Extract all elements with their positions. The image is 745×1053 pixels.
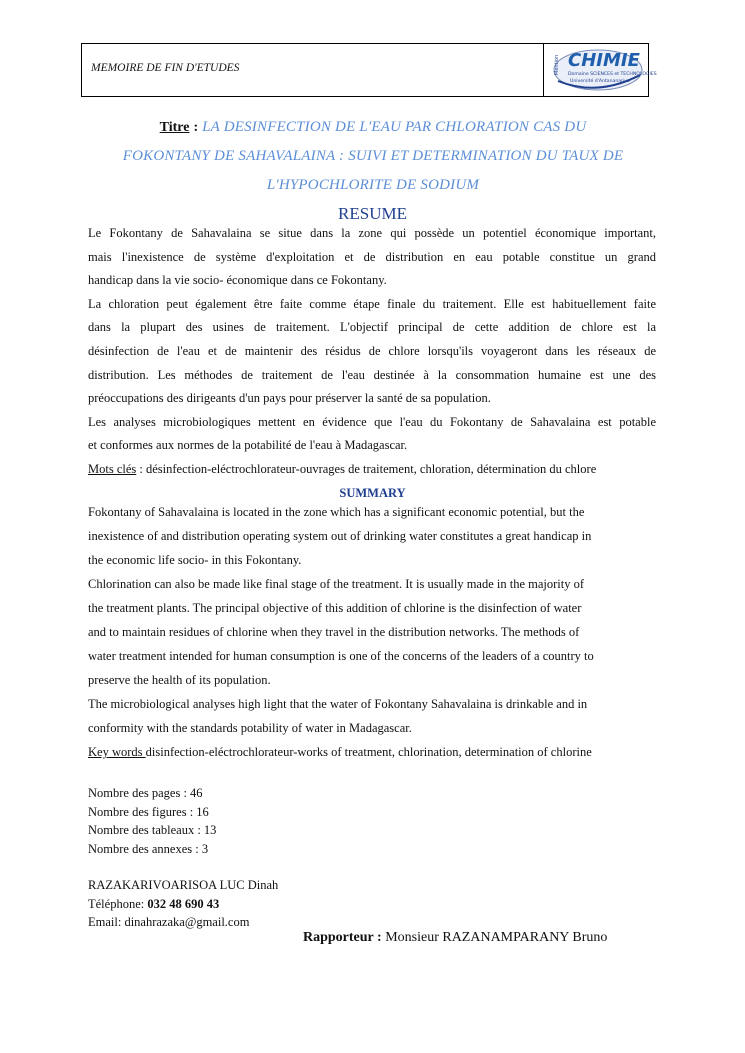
resume-line: distribution. Les méthodes de traitement de l'eau destinée à la consommation humaine est une des bbox=[88, 367, 656, 382]
summary-line: Chlorination can also be made like final stage of the treatment. It is usually made in the majority of bbox=[88, 577, 585, 591]
stat-tables: Nombre des tableaux : 13 bbox=[88, 823, 217, 837]
rapporteur bbox=[303, 930, 607, 946]
stat-pages: Nombre des pages : 46 bbox=[88, 786, 203, 800]
summary-line: conformity with the standards potability of water in Madagascar. bbox=[88, 721, 412, 735]
summary-paragraph bbox=[88, 500, 658, 764]
logo-main-text: CHIMIE bbox=[568, 50, 640, 71]
resume-line: La chloration peut également être faite comme étape finale du traitement. Elle est habituellement faite bbox=[88, 296, 656, 311]
summary-line: water treatment intended for human consumption is one of the concerns of the leaders of a country to bbox=[88, 649, 594, 663]
resume-keywords-label: Mots clés bbox=[88, 461, 137, 476]
title-colon: : bbox=[193, 120, 199, 135]
summary-heading: SUMMARY bbox=[339, 486, 406, 500]
title-text-2: FOKONTANY DE SAHAVALAINA : SUIVI ET DETERMINATION DU TAUX DE bbox=[122, 148, 624, 164]
summary-keywords-label: Key words bbox=[88, 745, 146, 759]
summary-keywords bbox=[88, 740, 658, 764]
document-stats bbox=[88, 784, 216, 858]
author-phone: 032 48 690 43 bbox=[147, 896, 220, 911]
logo-sub2-text: Université d'Antananarivo bbox=[570, 79, 630, 84]
resume-paragraph bbox=[88, 222, 656, 482]
summary-line: the treatment plants. The principal objective of this addition of chlorine is the disinfection of water bbox=[88, 601, 582, 615]
title-line-1 bbox=[88, 112, 658, 142]
resume-line: handicap dans la vie socio- économique dans ce Fokontany. bbox=[88, 273, 387, 288]
resume-keywords-text: : désinfection-eléctrochlorateur-ouvrages de traitement, chloration, détermination du chlore bbox=[136, 461, 597, 476]
resume-line: Le Fokontany de Sahavalaina se situe dans la zone qui possède un potentiel économique important, bbox=[88, 226, 656, 240]
resume-heading: RESUME bbox=[338, 204, 407, 223]
author-name: RAZAKARIVOARISOA LUC Dinah bbox=[88, 878, 279, 892]
summary-line: inexistence of and distribution operating system out of drinking water constitutes a great handicap in bbox=[88, 529, 592, 543]
resume-keywords bbox=[88, 458, 656, 482]
author-phone-line bbox=[88, 895, 278, 914]
summary-line: Fokontany of Sahavalaina is located in the zone which has a significant economic potential, but the bbox=[88, 505, 585, 519]
logo-side-text: Mention bbox=[554, 54, 560, 75]
title-label: Titre bbox=[159, 120, 190, 135]
title-text-1: LA DESINFECTION DE L'EAU PAR CHLORATION CAS DU bbox=[202, 119, 587, 135]
title-text-3: L'HYPOCHLORITE DE SODIUM bbox=[266, 177, 480, 193]
summary-keywords-text: disinfection-eléctrochlorateur-works of treatment, chlorination, determination of chlorine bbox=[145, 745, 592, 759]
summary-line: the economic life socio- in this Fokontany. bbox=[88, 553, 302, 567]
rapporteur-label: Rapporteur : bbox=[303, 930, 382, 945]
logo-sub1-text: Domaine SCIENCES et TECHNOLOGIES bbox=[568, 72, 657, 77]
resume-line: Les analyses microbiologiques mettent en évidence que l'eau du Fokontany de Sahavalaina est potable bbox=[88, 414, 656, 429]
author-email: Email: dinahrazaka@gmail.com bbox=[88, 915, 250, 929]
stat-figures: Nombre des figures : 16 bbox=[88, 804, 209, 819]
resume-line: désinfection de l'eau et de maintenir des résidus de chlore lorsqu'ils voyageront dans les réseaux de bbox=[88, 343, 656, 358]
rapporteur-name: Monsieur RAZANAMPARANY Bruno bbox=[381, 930, 608, 945]
resume-line: et conformes aux normes de la potabilité de l'eau à Madagascar. bbox=[88, 438, 408, 453]
summary-line: preserve the health of its population. bbox=[88, 673, 271, 687]
header-label: MEMOIRE DE FIN D'ETUDES bbox=[91, 62, 240, 74]
chimie-logo bbox=[548, 47, 657, 93]
header-box bbox=[81, 43, 657, 97]
stat-annexes: Nombre des annexes : 3 bbox=[88, 841, 209, 856]
author-phone-label: Téléphone: bbox=[88, 896, 148, 911]
resume-line: mais l'inexistence de système d'exploitation et de distribution en eau potable constitue un grand bbox=[88, 249, 656, 264]
resume-line: dans la plupart des usines de traitement. L'objectif principal de cette addition de chlore est la bbox=[88, 320, 656, 335]
title-block bbox=[88, 112, 658, 200]
author-info bbox=[88, 876, 278, 932]
resume-line: préoccupations des dirigeants d'un pays pour préserver la santé de sa population. bbox=[88, 391, 491, 406]
summary-line: and to maintain residues of chlorine when they travel in the distribution networks. The methods of bbox=[88, 625, 580, 639]
summary-line: The microbiological analyses high light that the water of Fokontany Sahavalaina is drinkable and in bbox=[88, 697, 588, 711]
header-divider bbox=[543, 44, 544, 96]
